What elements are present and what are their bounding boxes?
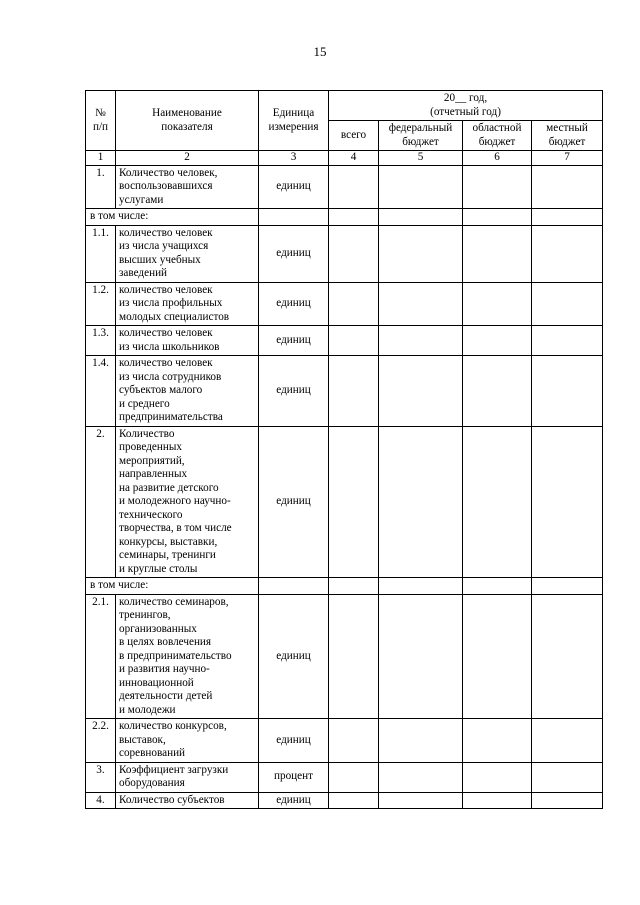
row-unit: единиц — [259, 594, 329, 719]
value-cell[interactable] — [329, 426, 379, 578]
row-num: 2.1. — [86, 594, 116, 719]
value-cell[interactable] — [379, 594, 463, 719]
header-unit: Единица измерения — [259, 91, 329, 151]
value-cell[interactable] — [329, 282, 379, 326]
value-cell[interactable] — [379, 282, 463, 326]
row-name: количество семинаров, тренингов, организованных в целях вовлечения в предпринимательство и развития научно- инновационной деятельности детей и молодежи — [116, 594, 259, 719]
value-cell[interactable] — [379, 578, 463, 595]
value-cell[interactable] — [379, 326, 463, 356]
column-number: 6 — [463, 151, 532, 166]
value-cell[interactable] — [532, 165, 603, 209]
header-regional: областной бюджет — [463, 121, 532, 151]
column-number: 2 — [116, 151, 259, 166]
indicator-table — [85, 90, 603, 809]
value-cell[interactable] — [379, 209, 463, 226]
value-cell[interactable] — [329, 762, 379, 792]
row-num: 2. — [86, 426, 116, 578]
row-name: количество человек из числа сотрудников субъектов малого и среднего предпринимательства — [116, 356, 259, 427]
row-num: 1. — [86, 165, 116, 209]
value-cell[interactable] — [463, 719, 532, 763]
subtotal-row — [86, 578, 603, 595]
row-unit: процент — [259, 762, 329, 792]
column-number: 4 — [329, 151, 379, 166]
value-cell[interactable] — [463, 762, 532, 792]
header-local: местный бюджет — [532, 121, 603, 151]
row-num: 1.4. — [86, 356, 116, 427]
table-row — [86, 225, 603, 282]
value-cell[interactable] — [532, 594, 603, 719]
row-unit: единиц — [259, 426, 329, 578]
subtotal-row — [86, 209, 603, 226]
value-cell[interactable] — [532, 792, 603, 809]
row-name: Количество проведенных мероприятий, направленных на развитие детского и молодежного научно- технического творчества, в том числе конкурсы, выставки, семинары, тренинги и круглые столы — [116, 426, 259, 578]
value-cell[interactable] — [379, 426, 463, 578]
column-number: 7 — [532, 151, 603, 166]
value-cell[interactable] — [532, 326, 603, 356]
value-cell[interactable] — [463, 209, 532, 226]
value-cell[interactable] — [329, 225, 379, 282]
row-name: Коэффициент загрузки оборудования — [116, 762, 259, 792]
table-row — [86, 762, 603, 792]
value-cell[interactable] — [329, 209, 379, 226]
row-num: 1.1. — [86, 225, 116, 282]
table-row — [86, 165, 603, 209]
header-total: всего — [329, 121, 379, 151]
value-cell[interactable] — [463, 225, 532, 282]
value-cell[interactable] — [379, 165, 463, 209]
header-row-1 — [86, 91, 603, 121]
column-number-row — [86, 151, 603, 166]
value-cell[interactable] — [463, 594, 532, 719]
table-row — [86, 719, 603, 763]
value-cell[interactable] — [379, 225, 463, 282]
row-num: 1.3. — [86, 326, 116, 356]
header-year: 20__ год, (отчетный год) — [329, 91, 603, 121]
row-unit: единиц — [259, 165, 329, 209]
table-row — [86, 282, 603, 326]
value-cell[interactable] — [532, 578, 603, 595]
column-number: 5 — [379, 151, 463, 166]
value-cell[interactable] — [329, 326, 379, 356]
value-cell[interactable] — [379, 719, 463, 763]
row-name: количество человек из числа учащихся высших учебных заведений — [116, 225, 259, 282]
value-cell[interactable] — [532, 426, 603, 578]
row-num: 3. — [86, 762, 116, 792]
row-num: 4. — [86, 792, 116, 809]
page-number: 15 — [313, 44, 327, 59]
value-cell[interactable] — [532, 282, 603, 326]
value-cell[interactable] — [532, 356, 603, 427]
table-row — [86, 594, 603, 719]
value-cell[interactable] — [329, 165, 379, 209]
empty-cell — [259, 578, 329, 595]
subheading: в том числе: — [86, 578, 259, 595]
value-cell[interactable] — [329, 356, 379, 427]
value-cell[interactable] — [329, 578, 379, 595]
row-unit: единиц — [259, 719, 329, 763]
value-cell[interactable] — [463, 326, 532, 356]
value-cell[interactable] — [532, 719, 603, 763]
value-cell[interactable] — [329, 594, 379, 719]
value-cell[interactable] — [532, 225, 603, 282]
row-unit: единиц — [259, 356, 329, 427]
row-num: 2.2. — [86, 719, 116, 763]
row-name: количество человек из числа профильных молодых специалистов — [116, 282, 259, 326]
column-number: 3 — [259, 151, 329, 166]
value-cell[interactable] — [463, 426, 532, 578]
header-num: № п/п — [86, 91, 116, 151]
header-name: Наименование показателя — [116, 91, 259, 151]
column-number: 1 — [86, 151, 116, 166]
value-cell[interactable] — [329, 792, 379, 809]
value-cell[interactable] — [463, 356, 532, 427]
table-row — [86, 326, 603, 356]
value-cell[interactable] — [379, 356, 463, 427]
value-cell[interactable] — [532, 762, 603, 792]
subheading: в том числе: — [86, 209, 259, 226]
table-row — [86, 426, 603, 578]
value-cell[interactable] — [463, 282, 532, 326]
row-name: Количество субъектов — [116, 792, 259, 809]
value-cell[interactable] — [532, 209, 603, 226]
row-name: количество человек из числа школьников — [116, 326, 259, 356]
table-row — [86, 792, 603, 809]
value-cell[interactable] — [463, 792, 532, 809]
value-cell[interactable] — [463, 578, 532, 595]
header-federal: федеральный бюджет — [379, 121, 463, 151]
table-row — [86, 356, 603, 427]
value-cell[interactable] — [463, 165, 532, 209]
row-unit: единиц — [259, 326, 329, 356]
value-cell[interactable] — [329, 719, 379, 763]
row-num: 1.2. — [86, 282, 116, 326]
row-unit: единиц — [259, 282, 329, 326]
value-cell[interactable] — [379, 792, 463, 809]
empty-cell — [259, 209, 329, 226]
row-name: Количество человек, воспользовавшихся услугами — [116, 165, 259, 209]
row-name: количество конкурсов, выставок, соревнований — [116, 719, 259, 763]
value-cell[interactable] — [379, 762, 463, 792]
row-unit: единиц — [259, 792, 329, 809]
row-unit: единиц — [259, 225, 329, 282]
